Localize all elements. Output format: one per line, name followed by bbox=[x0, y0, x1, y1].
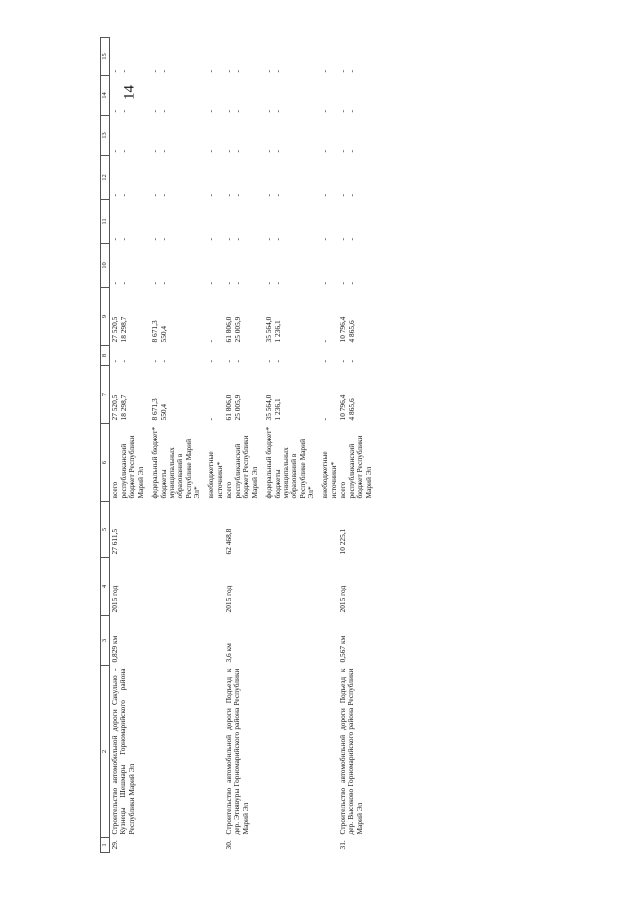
amount-2015-line: 550,4 bbox=[159, 325, 168, 343]
amount-col8 bbox=[338, 346, 379, 366]
amount-col10 bbox=[338, 244, 379, 288]
amount-col12 bbox=[224, 156, 338, 200]
amount-col8-line: - bbox=[206, 360, 215, 363]
amount-col11-line: - bbox=[119, 238, 128, 241]
amount-col15 bbox=[110, 38, 225, 76]
amount-col12-line: - bbox=[224, 194, 233, 197]
amount-col8-line: - bbox=[273, 360, 282, 363]
column-number: 6 bbox=[101, 424, 110, 502]
amount-col15-line: - bbox=[347, 70, 356, 73]
amount-col8-line: - bbox=[150, 360, 159, 363]
amount-col12-line: - bbox=[206, 194, 215, 197]
amount-col8-line: - bbox=[338, 360, 347, 363]
amount-col15-line: - bbox=[224, 70, 233, 73]
row-number: 30. bbox=[224, 840, 233, 850]
amount-col13 bbox=[338, 116, 379, 156]
amount-col10-line: - bbox=[119, 282, 128, 285]
amount-col8-line: - bbox=[264, 360, 273, 363]
amount-col12-line: - bbox=[320, 194, 329, 197]
amount-col8-line: - bbox=[320, 360, 329, 363]
amount-2015-line: 1 236,1 bbox=[273, 320, 282, 343]
amount-col14-line: - bbox=[338, 110, 347, 113]
amount-col11-line: - bbox=[320, 238, 329, 241]
total-amount-line: - bbox=[320, 418, 329, 421]
total-amount-line: 18 298,7 bbox=[119, 394, 128, 421]
column-number: 4 bbox=[101, 558, 110, 616]
road-length: 3,6 км bbox=[224, 643, 233, 663]
amount-col14-line: - bbox=[264, 110, 273, 113]
column-number: 14 bbox=[101, 76, 110, 116]
amount-col13-line: - bbox=[320, 150, 329, 153]
amount-col11-line: - bbox=[159, 238, 168, 241]
amount-2015 bbox=[110, 288, 225, 346]
column-number: 11 bbox=[101, 200, 110, 244]
construction-year: 2015 год bbox=[338, 585, 347, 613]
amount-col14 bbox=[110, 76, 225, 116]
total-amount-line: 550,4 bbox=[159, 403, 168, 421]
amount-col15-line: - bbox=[320, 70, 329, 73]
amount-col15-line: - bbox=[159, 70, 168, 73]
amount-col15-line: - bbox=[233, 70, 242, 73]
amount-col11-line: - bbox=[264, 238, 273, 241]
total-amount bbox=[110, 366, 225, 424]
column-number: 12 bbox=[101, 156, 110, 200]
amount-col10-line: - bbox=[159, 282, 168, 285]
amount-col8-line: - bbox=[119, 360, 128, 363]
amount-col8-line: - bbox=[224, 360, 233, 363]
amount-col8 bbox=[224, 346, 338, 366]
rotated-table-container bbox=[100, 38, 625, 853]
amount-2015-line: 25 005,9 bbox=[233, 316, 242, 343]
estimated-cost: 10 225,1 bbox=[338, 528, 347, 555]
amount-col11-line: - bbox=[233, 238, 242, 241]
construction-year: 2015 год bbox=[224, 585, 233, 613]
column-number: 2 bbox=[101, 666, 110, 838]
amount-col10-line: - bbox=[233, 282, 242, 285]
estimated-cost: 62 468,8 bbox=[224, 528, 233, 555]
amount-2015-line: 27 520,5 bbox=[110, 316, 119, 343]
total-amount bbox=[224, 366, 338, 424]
funding-source-line: всего bbox=[224, 481, 233, 499]
amount-col10-line: - bbox=[224, 282, 233, 285]
amount-col14 bbox=[338, 76, 379, 116]
amount-col10 bbox=[110, 244, 225, 288]
amount-col15-line: - bbox=[119, 70, 128, 73]
amount-col13-line: - bbox=[119, 150, 128, 153]
funding-source-line: республиканский бюджет Республики Марий Эл bbox=[347, 435, 373, 499]
amount-2015-line: 61 806,0 bbox=[224, 316, 233, 343]
funding-source-line: федеральный бюджет* bbox=[149, 426, 159, 499]
amount-col14-line: - bbox=[150, 110, 159, 113]
amount-col15-line: - bbox=[110, 70, 119, 73]
amount-col12-line: - bbox=[119, 194, 128, 197]
amount-2015 bbox=[338, 288, 379, 346]
table-row bbox=[338, 38, 379, 853]
amount-col12 bbox=[110, 156, 225, 200]
column-number: 7 bbox=[101, 366, 110, 424]
page-number: 14 bbox=[121, 85, 138, 100]
total-amount-line: 4 865,6 bbox=[347, 398, 356, 421]
amount-col10-line: - bbox=[338, 282, 347, 285]
amount-col12-line: - bbox=[150, 194, 159, 197]
column-number: 10 bbox=[101, 244, 110, 288]
amount-col15-line: - bbox=[338, 70, 347, 73]
column-number: 13 bbox=[101, 116, 110, 156]
amount-col12-line: - bbox=[347, 194, 356, 197]
row-number: 29. bbox=[110, 840, 119, 850]
funding-source-line: республиканский бюджет Республики Марий Эл bbox=[119, 435, 145, 499]
amount-2015 bbox=[224, 288, 338, 346]
amount-col10-line: - bbox=[273, 282, 282, 285]
funding-source-line: федеральный бюджет* bbox=[263, 426, 273, 499]
road-length: 0,829 км bbox=[110, 635, 119, 663]
amount-col13-line: - bbox=[159, 150, 168, 153]
amount-col15-line: - bbox=[206, 70, 215, 73]
amount-col15 bbox=[224, 38, 338, 76]
funding-source-line: бюджеты муниципальных образований в Республике Марий Эл* bbox=[158, 438, 201, 499]
amount-col15 bbox=[338, 38, 379, 76]
amount-col10-line: - bbox=[150, 282, 159, 285]
amount-2015-line: 18 298,7 bbox=[119, 316, 128, 343]
total-amount-line: 10 796,4 bbox=[338, 394, 347, 421]
total-amount-line: 8 671,3 bbox=[150, 398, 159, 421]
column-number: 3 bbox=[101, 616, 110, 666]
amount-col11-line: - bbox=[338, 238, 347, 241]
object-name: Строительство автомобильной дороги Подъезд к дер. Высоково Горномарийского района Республики Марий Эл bbox=[338, 668, 364, 835]
row-number: 31. bbox=[338, 840, 347, 850]
amount-col8-line: - bbox=[159, 360, 168, 363]
amount-col13-line: - bbox=[347, 150, 356, 153]
funding-source-line: бюджеты муниципальных образований в Республике Марий Эл* bbox=[272, 438, 315, 499]
column-number: 15 bbox=[101, 38, 110, 76]
amount-col14-line: - bbox=[159, 110, 168, 113]
amount-col11-line: - bbox=[347, 238, 356, 241]
amount-col14-line: - bbox=[347, 110, 356, 113]
amount-col10 bbox=[224, 244, 338, 288]
amount-col12-line: - bbox=[159, 194, 168, 197]
amount-col14-line: - bbox=[224, 110, 233, 113]
amount-col11 bbox=[224, 200, 338, 244]
column-number-header-row bbox=[101, 38, 110, 853]
total-amount-line: 25 005,9 bbox=[233, 394, 242, 421]
column-number: 8 bbox=[101, 346, 110, 366]
amount-col15-line: - bbox=[273, 70, 282, 73]
amount-col10-line: - bbox=[110, 282, 119, 285]
amount-col12-line: - bbox=[233, 194, 242, 197]
total-amount-line: 27 520,5 bbox=[110, 394, 119, 421]
amount-col12 bbox=[338, 156, 379, 200]
amount-col15-line: - bbox=[264, 70, 273, 73]
amount-col11-line: - bbox=[110, 238, 119, 241]
amount-col14 bbox=[224, 76, 338, 116]
amount-col13-line: - bbox=[273, 150, 282, 153]
amount-col8 bbox=[110, 346, 225, 366]
amount-2015-line: 10 796,4 bbox=[338, 316, 347, 343]
amount-col12-line: - bbox=[338, 194, 347, 197]
funding-source-line: внебюджетные источники* bbox=[320, 451, 338, 499]
amount-col13-line: - bbox=[264, 150, 273, 153]
amount-col8-line: - bbox=[233, 360, 242, 363]
amount-col10-line: - bbox=[206, 282, 215, 285]
amount-col13 bbox=[110, 116, 225, 156]
amount-2015-line: 35 564,0 bbox=[264, 316, 273, 343]
object-name: Строительство автомобильной дороги Сакульно - Кузнецы Шешмары Горномарийского района Республики Марий Эл bbox=[110, 668, 136, 835]
total-amount-line: 61 806,0 bbox=[224, 394, 233, 421]
amount-col13-line: - bbox=[338, 150, 347, 153]
amount-col10-line: - bbox=[320, 282, 329, 285]
amount-col15-line: - bbox=[150, 70, 159, 73]
object-name: Строительство автомобильной дороги Подъезд к дер. Этнявуры Горномарийского района Республики Марий Эл bbox=[224, 668, 250, 835]
amount-col14-line: - bbox=[320, 110, 329, 113]
amount-col13-line: - bbox=[224, 150, 233, 153]
amount-col10-line: - bbox=[264, 282, 273, 285]
road-length: 0,567 км bbox=[338, 635, 347, 663]
amount-col10-line: - bbox=[347, 282, 356, 285]
total-amount-line: - bbox=[206, 418, 215, 421]
construction-plan-table bbox=[100, 37, 379, 853]
amount-col13-line: - bbox=[206, 150, 215, 153]
amount-col8-line: - bbox=[110, 360, 119, 363]
amount-col11-line: - bbox=[206, 238, 215, 241]
funding-source-line: республиканский бюджет Республики Марий Эл bbox=[233, 435, 259, 499]
amount-2015-line: 4 865,6 bbox=[347, 320, 356, 343]
amount-col11 bbox=[338, 200, 379, 244]
amount-col14-line: - bbox=[119, 110, 128, 113]
total-amount bbox=[338, 366, 379, 424]
funding-source-line: всего bbox=[110, 481, 119, 499]
amount-col11-line: - bbox=[273, 238, 282, 241]
amount-col13-line: - bbox=[233, 150, 242, 153]
estimated-cost: 27 611,5 bbox=[110, 528, 119, 555]
amount-col8-line: - bbox=[347, 360, 356, 363]
amount-col12-line: - bbox=[110, 194, 119, 197]
total-amount-line: 1 236,1 bbox=[273, 398, 282, 421]
amount-col13-line: - bbox=[110, 150, 119, 153]
amount-2015-line: - bbox=[320, 340, 329, 343]
amount-col11-line: - bbox=[150, 238, 159, 241]
column-number: 9 bbox=[101, 288, 110, 346]
amount-col11 bbox=[110, 200, 225, 244]
amount-col11-line: - bbox=[224, 238, 233, 241]
funding-source bbox=[224, 424, 338, 502]
amount-col14-line: - bbox=[273, 110, 282, 113]
amount-col13 bbox=[224, 116, 338, 156]
column-number: 1 bbox=[101, 838, 110, 853]
amount-2015-line: - bbox=[206, 340, 215, 343]
funding-source bbox=[338, 424, 379, 502]
amount-col14-line: - bbox=[206, 110, 215, 113]
amount-2015-line: 8 671,3 bbox=[150, 320, 159, 343]
amount-col13-line: - bbox=[150, 150, 159, 153]
table-row bbox=[110, 38, 225, 853]
funding-source-line: внебюджетные источники* bbox=[206, 451, 224, 499]
total-amount-line: 35 564,0 bbox=[264, 394, 273, 421]
amount-col14-line: - bbox=[110, 110, 119, 113]
amount-col14-line: - bbox=[233, 110, 242, 113]
construction-year: 2015 год bbox=[110, 585, 119, 613]
amount-col12-line: - bbox=[273, 194, 282, 197]
table-body bbox=[101, 38, 380, 853]
funding-source bbox=[110, 424, 225, 502]
column-number: 5 bbox=[101, 502, 110, 558]
amount-col12-line: - bbox=[264, 194, 273, 197]
funding-source-line: всего bbox=[338, 481, 347, 499]
table-row bbox=[224, 38, 338, 853]
